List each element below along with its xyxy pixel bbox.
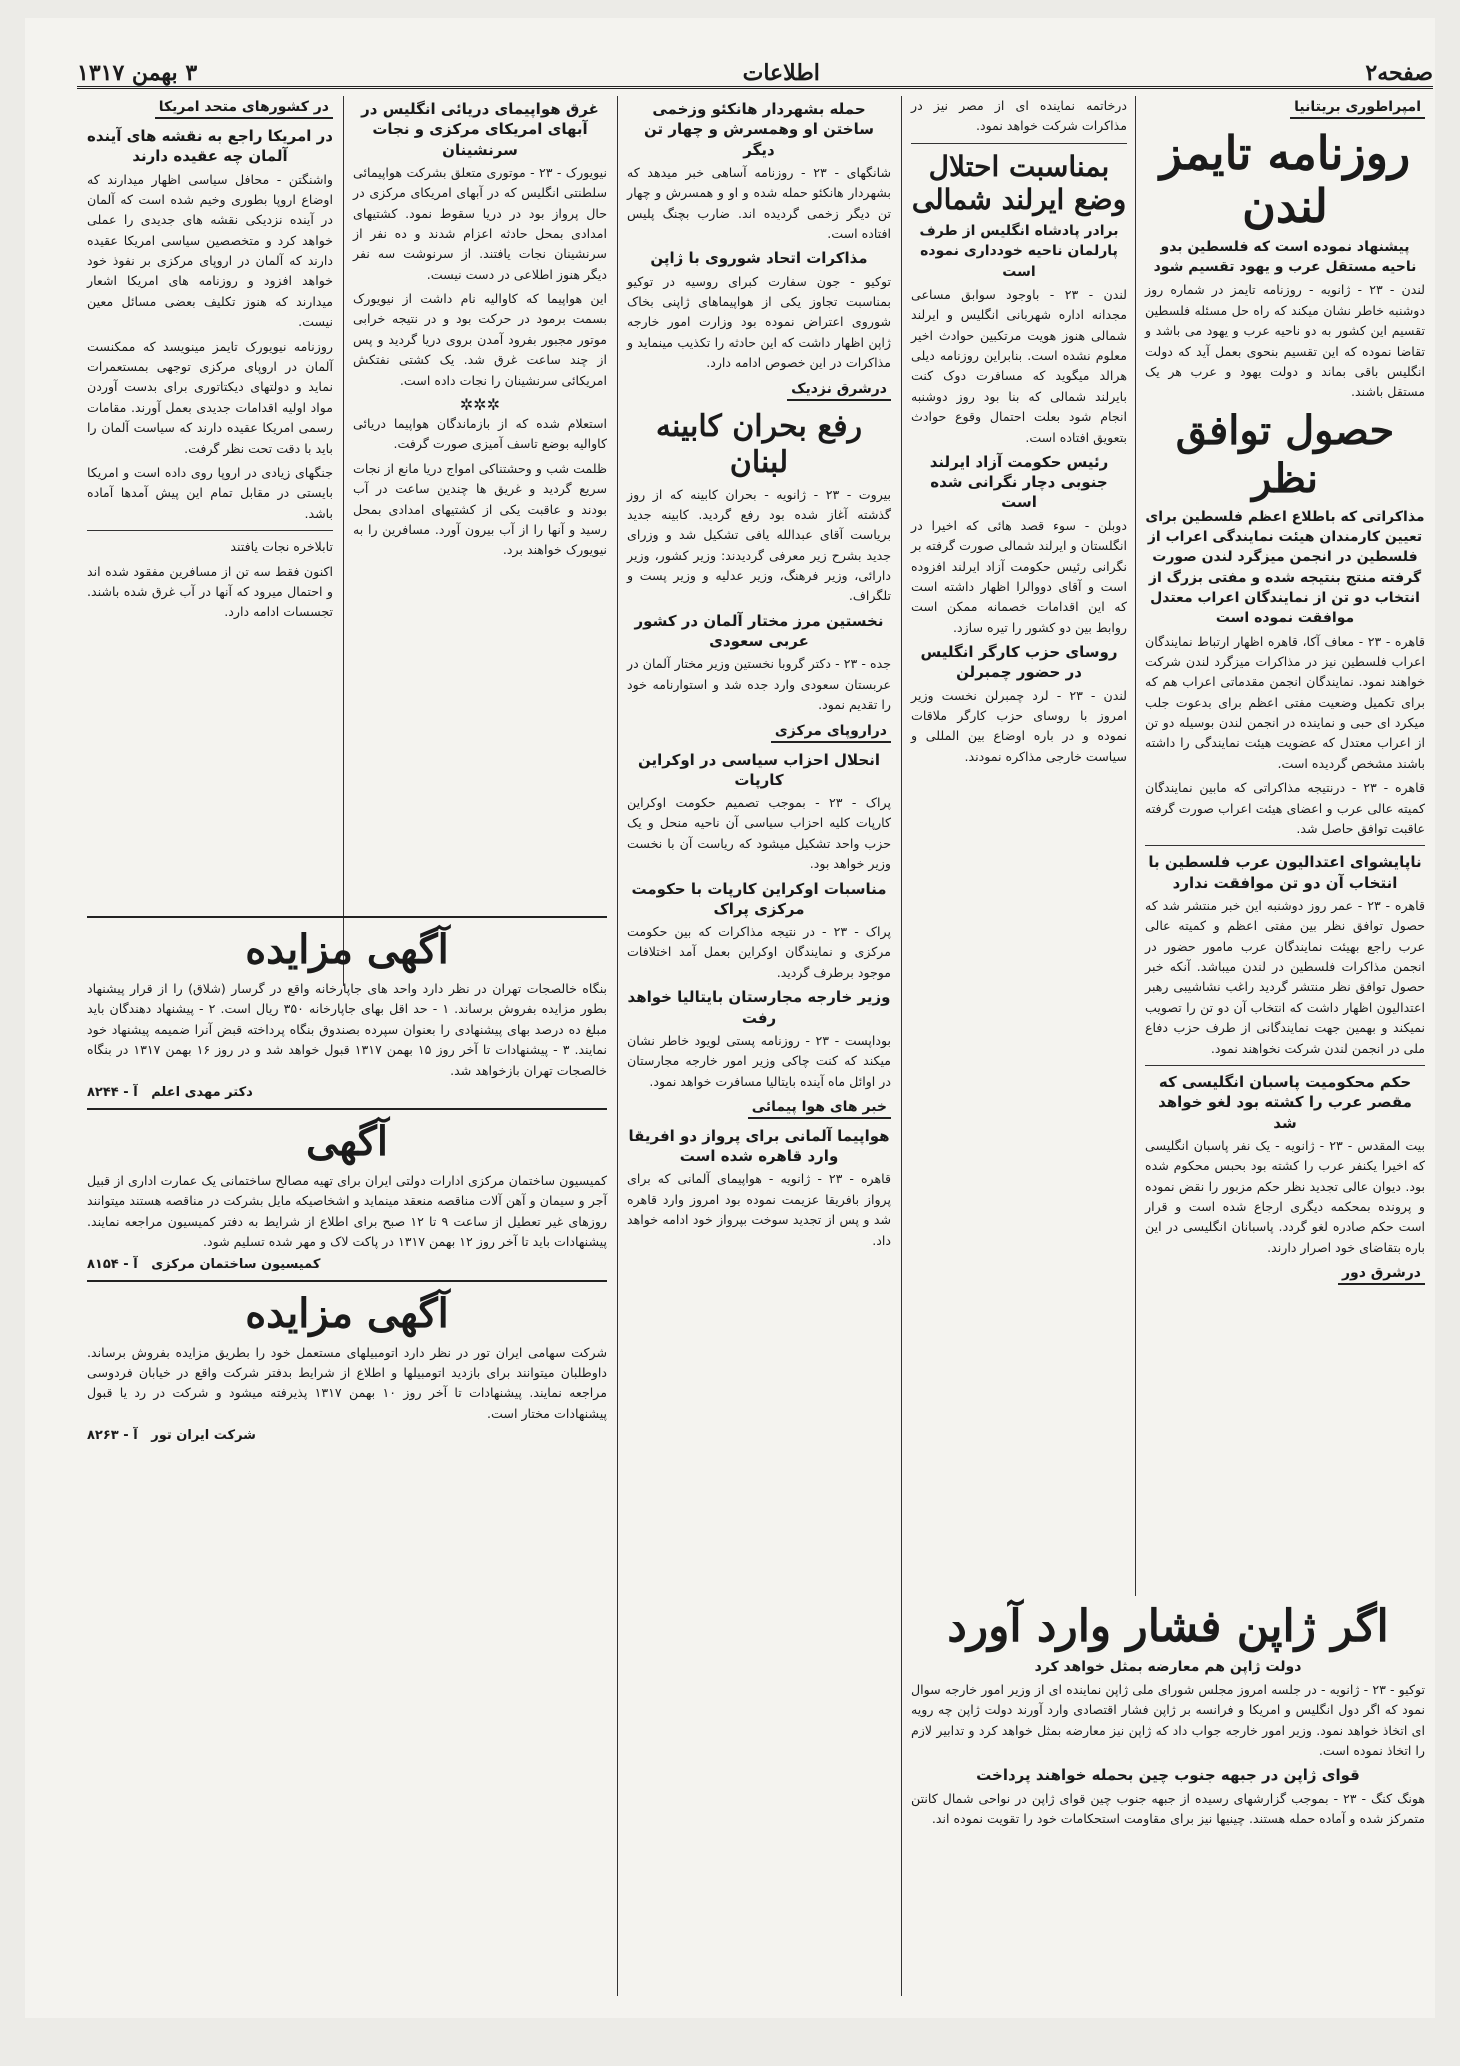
article-text: تابلاخره نجات یافتند	[230, 539, 333, 555]
column-rule	[617, 96, 618, 1996]
ads-block	[79, 908, 615, 1998]
article-text: پراک - ۲۳ - در نتیجه مذاکرات که بین حکومت مرکزی و نمایندگان اوکراین بعمل آمد اختلافات موجود برطرف گردید.	[627, 924, 891, 980]
ornament-icon: ✲✲✲	[459, 395, 501, 415]
headline: انحلال احزاب سیاسی در اوکراین کارپات	[638, 750, 880, 789]
article-text: پراک - ۲۳ - بموجب تصمیم حکومت اوکراین کارپات کلیه احزاب سیاسی آن ناحیه منحل و یک حزب واحد تشکیل میشود که ریاست آن با نخست وزیر خواهد بود.	[627, 795, 891, 872]
article-text: نیویورک - ۲۳ - موتوری متعلق بشرکت هواپیمائی سلطنتی انگلیس که در آبهای امریکای مرکزی در حال پرواز بود در دریا سقوط نمود. کشتیهای امدادی بمحل حادثه اعزام شدند و ده نفر از سرنشینان نجات یافتند. از سرنوشت سه نفر دیگر هنوز اطلاعی در دست نیست.	[353, 164, 607, 282]
article-text: روزنامه نیویورک تایمز مینویسد که ممکنست آلمان در اروپای مرکزی توجهی بمستعمرات نماید و دولتهای دیکتاتوری برای بدست آوردن مواد اولیه اقدامات جدیدی بعمل آورند. مقامات رسمی امریکا عقیده دارند که سیاست آلمان را باید با دقت تحت نظر گرفت.	[87, 338, 333, 456]
column-middle	[619, 96, 899, 1996]
subhead: پیشنهاد نموده است که فلسطین بدو ناحیه مستقل عرب و یهود تقسیم شود	[1153, 238, 1417, 276]
article-text: بیروت - ۲۳ - ژانویه - بحران کابینه که از روز گذشته آغاز شده بود رفع گردید. کابینه جدید بریاست آقای عبدالله یافی تشکیل شد و وزرای جدید بشرح زیر معرفی گردیدند: وزیر کشور، وزیر دارائی، وزیر فرهنگ، وزیر عدلیه و وزیر پست و تلگراف.	[627, 486, 891, 604]
section-kicker: امپراطوری بریتانیا	[1290, 97, 1425, 119]
ad-text: شرکت سهامی ایران تور در نظر دارد اتومبیلهای مستعمل خود را بطریق مزایده بفروش برساند. داوطلبان میتوانند برای بازدید اتومبیلها و اطلاع از شرایط بدفتر شرکت واقع در خیابان فردوسی مراجعه نمایند. پیشنهادات تا آخر روز ۱۰ بهمن ۱۳۱۷ پذیرفته میشود و شرکت در رد یا قبول پیشنهادات مختار است.	[87, 1344, 607, 1421]
section-kicker: درشرق دور	[1338, 1263, 1425, 1285]
headline: حکم محکومیت پاسبان انگلیسی که مقصر عرب را کشته بود لغو خواهد شد	[1158, 1073, 1412, 1132]
article-text: قاهره - ۲۳ - عمر روز دوشنبه این خبر منتشر شد که حصول توافق نظر بین مفتی اعظم و کمیته عالی عرب راجع بهیئت نمایندگان عرب مامور حضور در انجمن مذاکرات فلسطین در لندن میباشد. آنکه خبر حصول توافق نظر منتشر گردید راغب نشاشیبی رهبر اعتدالیون اظهار داشت که انتخاب آن دو تن را تصویب نمیکند و بهمین جهت نمایندگانی از طرف حزب دفاع ملی در انجمن لندن شرکت نخواهند نمود.	[1145, 897, 1425, 1056]
headline: قوای ژاپن در جبهه جنوب چین بحمله خواهند پرداخت	[976, 1766, 1360, 1785]
article-text: توکیو - جون سفارت کبرای روسیه در توکیو بمناسبت تجاوز یکی از هواپیماهای ژاپنی بخاک شوروی اعتراض نموده بود وزارت امور خارجه ژاپن اظهار داشت که این حادثه را تکذیب مینماید و مذاکرات در این خصوص ادامه دارد.	[627, 273, 891, 371]
headline: غرق هواپیمای دریائی انگلیس در آبهای امریکای مرکزی و نجات سرنشینان	[361, 100, 599, 159]
section-kicker: دراروپای مرکزی	[771, 721, 891, 743]
article-text: توکیو - ۲۳ - ژانویه - در جلسه امروز مجلس شورای ملی ژاپن نماینده ای از وزیر امور خارجه سوال نمود که اگر دول انگلیس و امریکا و فرانسه بر ژاپن فشار اقتصادی وارد آورند دولت ژاپن چه رویه ای اتخاذ خواهد نمود. وزیر امور خارجه جواب داد که ژاپن نیز معارضه بمثل خواهد کرد و تدابیر لازم را اتخاذ نموده است.	[911, 1681, 1425, 1759]
ad-title: آگهی مزایده	[245, 1289, 449, 1337]
ad-signature: دکتر مهدی اعلم آ - ۸۲۴۴	[87, 1084, 253, 1100]
ad-title: آگهی مزایده	[245, 926, 449, 973]
newspaper-title: اطلاعات	[742, 60, 820, 86]
column-rule	[1135, 96, 1136, 1596]
headline: مذاکرات اتحاد شوروی با ژاپن	[650, 249, 868, 268]
ad-text: بنگاه خالصجات تهران در نظر دارد واحد های جاپارخانه واقع در گرسار (شلاق) را از قرار پیشنهاد بطور مزایده بفروش برساند. ۱ - حد اقل بهای جاپارخانه ۳۵۰ ریال است. ۲ - پیشنهاد دهندگان باید مبلغ ده درصد بهای پیشنهادی را بعنوان سپرده بصندوق بنگاه پرداخته قبض آنرا ضمیمه پیشنهاد خود نمایند. ۳ - پیشنهادات تا آخر روز ۱۵ بهمن ۱۳۱۷ قبول خواهد شد و در روز ۱۶ بهمن ۱۳۱۷ در بنگاه خالصجات تهران بازخواهد شد.	[87, 981, 607, 1078]
article-text: واشنگتن - محافل سیاسی اظهار میدارند که اوضاع اروپا بطوری وخیم شده است که آلمان در آینده نزدیکی نقشه های جدیدی را عملی خواهد کرد و متخصصین سیاسی امریکا عقیده دارند که آلمان در اروپای مرکزی بر نفوذ خود خواهد افزود و روزنامه های امریکا اشعار میدارند که هنوز تکلیف بعضی مسائل معین نیست.	[87, 171, 333, 330]
subhead: برادر پادشاه انگلیس از طرف پارلمان ناحیه خودداری نموده است	[919, 222, 1119, 280]
article-text: شانگهای - ۲۳ - روزنامه آساهی خبر میدهد که بشهردار هانکئو حمله شده و او و همسرش و چهار تن دیگر زخمی گردیده اند. ضارب بچنگ پلیس افتاده است.	[627, 164, 891, 241]
headline: حمله بشهردار هانکئو وزخمی ساختن او وهمسرش و چهار تن دیگر	[644, 100, 874, 159]
column-rule	[901, 96, 902, 1996]
article-text: قاهره - ۲۳ - معاف آکا، قاهره اظهار ارتباط نمایندگان اعراب فلسطین نیز در مذاکرات میزگرد لندن شرکت خواهند نمود. نمایندگان انجمن مقدماتی اعراب هم که برای تکمیل وضعیت مفتی اعظم برای بدعوت جلب میکرد ای حبی و نماینده در انجمن لندن بوسیله دو تن از اعراب معتدل که عضویت هیئت نمایندگی را داشته باشند مشخص گردیده است.	[1145, 633, 1425, 771]
article-text: درخاتمه نماینده ای از مصر نیز در مذاکرات شرکت خواهد نمود.	[911, 98, 1127, 134]
article-text: استعلام شده که از بازماندگان هواپیما دریائی کاوالیه بوضع تاسف آمیزی صورت گرفت.	[353, 416, 607, 452]
subhead: مذاکراتی که باطلاع اعظم فلسطین برای تعیین کارمندان هیئت نمایندگی اعراب از فلسطین در انجمن میزگرد لندن صورت گرفته منتج بنتیجه شده و مفتی بزرگ از انتخاب دو تن از نمایندگان اعراب معتدل موافقت نموده است	[1145, 508, 1425, 627]
subhead: دولت ژاپن هم معارضه بمثل خواهد کرد	[1034, 1658, 1302, 1675]
issue-date: ۳ بهمن ۱۳۱۷	[77, 60, 198, 86]
ad-title: آگهی	[306, 1117, 388, 1165]
page-number: صفحه۲	[1365, 60, 1433, 86]
column-seaplane	[345, 96, 615, 906]
ad-text: کمیسیون ساختمان مرکزی ادارات دولتی ایران برای تهیه مصالح ساختمانی یک عمارت اداری از قبیل آجر و سیمان و آهن آلات مناقصه منعقد مینماید و اشخاصیکه مایل بشرکت در مناقصه هستند میتوانند روزهای غیر تعطیل از ساعت ۹ تا ۱۲ صبح برای اطلاع از شرایط به دفتر کمیسیون مراجعه نمایند. پیشنهادات باید تا آخر روز ۱۲ بهمن ۱۳۱۷ در پاکت لاک و مهر شده تسلیم شود.	[87, 1172, 607, 1250]
headline: مناسبات اوکراین کارپات با حکومت مرکزی پراک	[631, 879, 887, 918]
article-text: لندن - ۲۳ - باوجود سوابق مساعی مجدانه اداره شهربانی انگلیس و ایرلند شمالی هنوز هویت مرتکبین حوادث اخیر معلوم نشده است. بنابراین روزنامه دیلی هرالد میگوید که مسافرت دوک کنت بایرلند شمالی که بنا بود روز دوشنبه انجام شود بعلت احتمال وقوع حوادث بتعویق افتاده است.	[911, 286, 1127, 445]
headline-ireland: بمناسبت احتلال وضع ایرلند شمالی	[911, 149, 1127, 217]
article-text: هونگ کنگ - ۲۳ - بموجب گزارشهای رسیده از جبهه جنوب چین قوای ژاپن در نواحی شمال کانتن متمرکز شده و آماده حمله هستند. چینیها نیز برای مقاومت استحکامات خود را تقویت نموده اند.	[911, 1790, 1425, 1827]
article-text: اکنون فقط سه تن از مسافرین مفقود شده اند و احتمال میرود که آنها در آب غرق شده باشند. تجسسات ادامه دارد.	[87, 563, 333, 620]
article-text: جنگهای زیادی در اروپا روی داده است و امریکا بایستی در مقابل تمام این پیش آمدها آماده باشد.	[87, 464, 333, 521]
article-text: قاهره - ۲۳ - ژانویه - هواپیمای آلمانی که برای پرواز بافریقا عزیمت نموده بود امروز وارد قاهره شد و پس از تجدید سوخت بپرواز خود ادامه خواهد داد.	[627, 1171, 891, 1248]
headline: در امریکا راجع به نقشه های آینده آلمان چه عقیده دارند	[87, 127, 333, 166]
article-text: قاهره - ۲۳ - درنتیجه مذاکراتی که مابین نمایندگان کمیته عالی عرب و اعضای هیئت اعراب صورت گرفته عاقبت توافق حاصل شد.	[1145, 780, 1425, 837]
article-text: این هواپیما که کاوالیه نام داشت از نیویورک بسمت برمود در حرکت بود و در نتیجه خرابی موتور مجبور بفرود آمدن بروی دریا گردید و پس از چند ساعت غرق شد. یک کشتی نفتکش امریکائی سرنشینان را نجات داده است.	[353, 291, 607, 388]
article-text: دوبلن - سوء قصد هائی که اخیرا در انگلستان و ایرلند شمالی صورت گرفته بر نگرانی رئیس حکومت آزاد ایرلند افزوده است و آقای دووالرا اظهار داشته است که این اقدامات خصمانه ممکن است روابط بین دو کشور را تیره سازد.	[911, 517, 1127, 635]
article-text: ظلمت شب و وحشتناکی امواج دریا مانع از نجات سریع گردید و غریق ها چندین ساعت در آب بودند و عاقبت یکی از کشتیهای امدادی بمحل رسید و آنها را از آب بیرون آورد. مسافرین را به نیویورک خواهند برد.	[353, 460, 607, 558]
article-text: لندن - ۲۳ - ژانویه - روزنامه تایمز در شماره روز دوشنبه خاطر نشان میکند که راه حل مسئله فلسطین تقسیم این کشور به دو ناحیه عرب و یهود می باشد و تقاضا نموده که این تقسیم بنحوی بعمل آید که دولت انگلیس باقی بماند و دولت یهود و عرب هر یک مستقل باشند.	[1145, 282, 1425, 400]
article-text: لندن - ۲۳ - لرد چمبرلن نخست وزیر امروز با روسای حزب کارگر ملاقات نموده و در باره اوضاع بین المللی و سیاست خارجی مذاکره نمودند.	[911, 687, 1127, 764]
section-kicker: در کشورهای متحد امریکا	[155, 97, 333, 119]
newspaper-page	[25, 18, 1435, 2018]
section-kicker: خبر های هوا پیمائی	[748, 1097, 891, 1119]
section-kicker: درشرق نزدیک	[787, 379, 891, 401]
ad-signature: شرکت ایران تور آ - ۸۲۶۳	[87, 1428, 256, 1444]
headline: رئیس حکومت آزاد ایرلند جنوبی دچار نگرانی شده است	[929, 452, 1109, 512]
headline: وزیر خارجه مجارستان بایتالیا خواهد رفت	[627, 988, 891, 1027]
headline-agreement: حصول توافق نظر	[1175, 406, 1395, 502]
ad-signature: کمیسیون ساختمان مرکزی آ - ۸۱۵۴	[87, 1256, 321, 1272]
headline: ناپایشوای اعتدالیون عرب فلسطین با انتخاب آن دو تن موافقت ندارد	[1148, 853, 1422, 892]
column-america	[79, 96, 341, 906]
headline: نخستین مرز مختار آلمان در کشور عربی سعودی	[634, 611, 884, 651]
headline-times: روزنامه تایمز لندن	[1159, 126, 1411, 233]
column-rule	[343, 96, 344, 986]
article-text: بیت المقدس - ۲۳ - ژانویه - یک نفر پاسبان انگلیسی که اخیرا یکنفر عرب را کشته بود بحبس محکوم شده بود. دیوان عالی تجدید نظر حکم مزبور را نقض نموده و پرونده بمحکمه دیگری ارجاع شده است و قرار است حکم صادره لغو گردد. پاسبانان انگلیسی در این باره بتقاضای خود اصرار دارند.	[1145, 1137, 1425, 1255]
headline: روسای حزب کارگر انگلیس در حضور چمبرلن	[920, 643, 1118, 682]
article-text: بوداپست - ۲۳ - روزنامه پستی لویود خاطر نشان میکند که کنت چاکی وزیر امور خارجه مجارستان در اوائل ماه آینده بایتالیا مسافرت خواهد نمود.	[627, 1032, 891, 1089]
column-far-east	[903, 1598, 1433, 1998]
headline-japan: اگر ژاپن فشار وارد آورد	[947, 1601, 1389, 1652]
masthead	[77, 52, 1433, 89]
headline-lebanon: رفع بحران کابینه لبنان	[655, 408, 863, 480]
headline: هواپیما آلمانی برای پرواز دو افریقا وارد قاهره شده است	[628, 1126, 890, 1166]
column-ireland	[903, 96, 1135, 1596]
article-text: جده - ۲۳ - دکتر گروبا نخستین وزیر مختار آلمان در عربستان سعودی وارد جده شد و استوارنامه خود را تقدیم نمود.	[627, 656, 892, 713]
